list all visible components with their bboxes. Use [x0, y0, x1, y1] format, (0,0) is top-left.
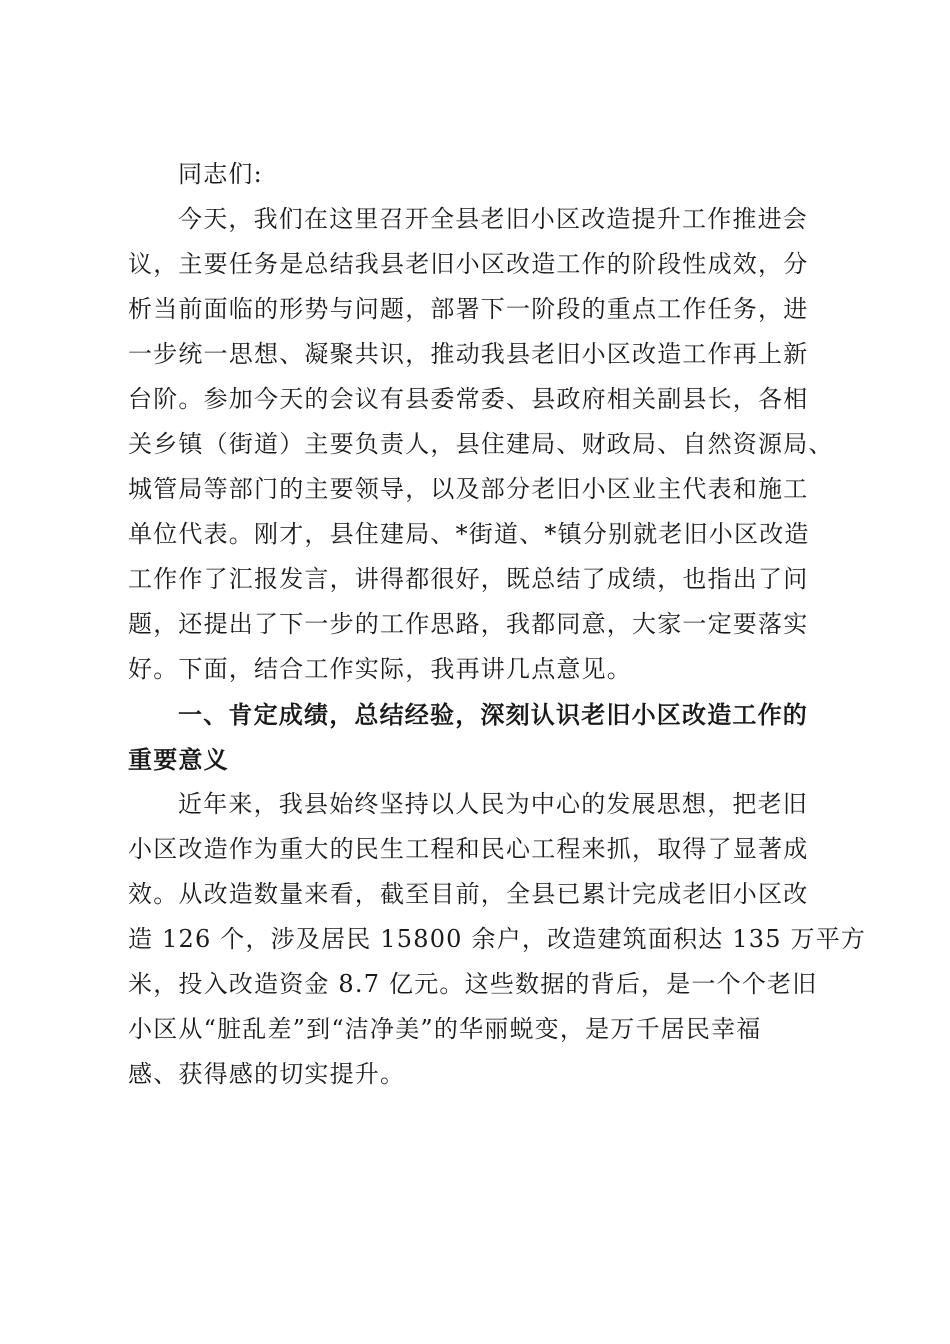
paragraph-line: 单位代表。刚才，县住建局、*街道、*镇分别就老旧小区改造	[128, 520, 810, 548]
paragraph-line: 题，还提出了下一步的工作思路，我都同意，大家一定要落实	[128, 610, 809, 638]
paragraph-opening	[128, 197, 832, 692]
paragraph-line: 好。下面，结合工作实际，我再讲几点意见。	[128, 655, 632, 683]
heading-line: 一、肯定成绩，总结经验，深刻认识老旧小区改造工作的	[178, 700, 808, 729]
heading-line: 重要意义	[128, 745, 229, 774]
paragraph-line: 台阶。参加今天的会议有县委常委、县政府相关副县长，各相	[128, 385, 809, 413]
paragraph-line: 效。从改造数量来看，截至目前，全县已累计完成老旧小区改	[128, 880, 809, 908]
paragraph-line: 城管局等部门的主要领导，以及部分老旧小区业主代表和施工	[128, 475, 809, 503]
paragraph-line: 工作作了汇报发言，讲得都很好，既总结了成绩，也指出了问	[128, 565, 809, 593]
paragraph-line: 议，主要任务是总结我县老旧小区改造工作的阶段性成效，分	[128, 250, 809, 278]
paragraph-line: 感、获得感的切实提升。	[128, 1060, 406, 1088]
section-heading-1	[128, 692, 832, 782]
paragraph-line: 今天，我们在这里召开全县老旧小区改造提升工作推进会	[178, 205, 808, 233]
paragraph-line: 析当前面临的形势与问题，部署下一阶段的重点工作任务，进	[128, 295, 809, 323]
paragraph-line: 一步统一思想、凝聚共识，推动我县老旧小区改造工作再上新	[128, 340, 809, 368]
paragraph-line: 造 126 个，涉及居民 15800 余户，改造建筑面积达 135 万平方	[128, 925, 867, 953]
document-page	[128, 152, 867, 1097]
paragraph-line: 小区从“脏乱差”到“洁净美”的华丽蜕变，是万千居民幸福	[128, 1015, 762, 1043]
salutation: 同志们:	[178, 160, 263, 188]
paragraph-line: 关乡镇（街道）主要负责人，县住建局、财政局、自然资源局、	[128, 430, 834, 458]
paragraph-line: 小区改造作为重大的民生工程和民心工程来抓，取得了显著成	[128, 835, 809, 863]
paragraph-achievements	[128, 782, 867, 1097]
paragraph-line: 米，投入改造资金 8.7 亿元。这些数据的背后，是一个个老旧	[128, 970, 818, 998]
paragraph-line: 近年来，我县始终坚持以人民为中心的发展思想，把老旧	[178, 790, 808, 818]
